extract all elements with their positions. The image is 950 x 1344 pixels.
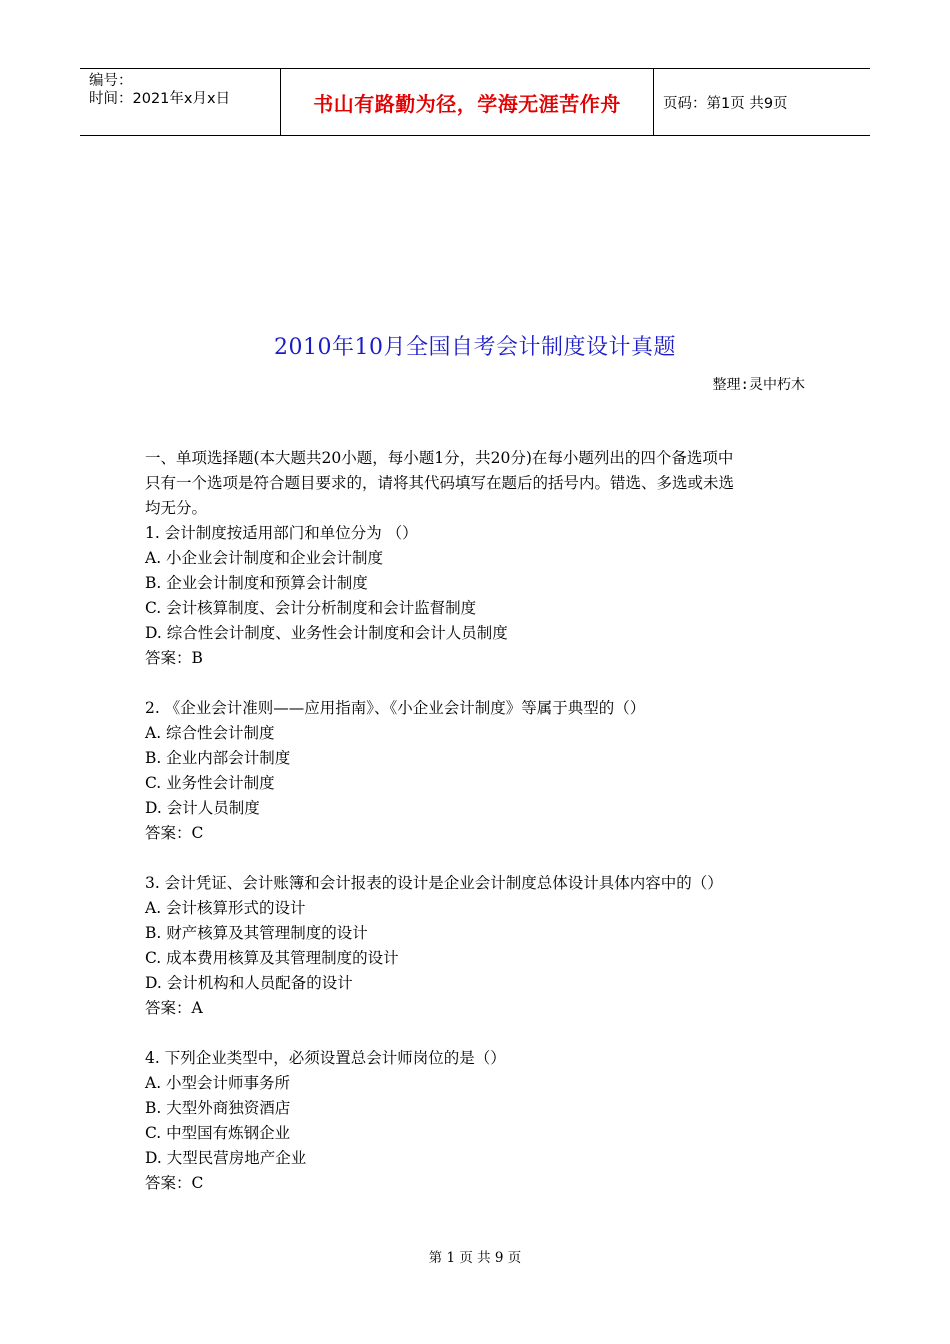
question-option: A. 小型会计师事务所 xyxy=(145,1074,291,1092)
question-answer: 答案：C xyxy=(145,824,204,842)
organizer-credit: 整理:灵中朽木 xyxy=(712,377,805,393)
question-answer: 答案：C xyxy=(145,1174,204,1192)
question-option: D. 会计人员制度 xyxy=(145,799,260,817)
question-option: C. 中型国有炼钢企业 xyxy=(145,1124,291,1142)
question-option: C. 业务性会计制度 xyxy=(145,774,275,792)
question-stem: 3. 会计凭证、会计账簿和会计报表的设计是企业会计制度总体设计具体内容中的（） xyxy=(145,874,723,892)
time-label: 时间：2021年x月x日 xyxy=(89,91,231,107)
header-motto: 书山有路勤为径，学海无涯苦作舟 xyxy=(281,69,654,135)
question-3 xyxy=(145,871,805,1021)
document-title: 2010年10月全国自考会计制度设计真题 xyxy=(274,335,676,360)
number-label: 编号： xyxy=(89,73,133,89)
header-meta-cell xyxy=(80,69,281,135)
question-option: A. 会计核算形式的设计 xyxy=(145,899,306,917)
section-intro-line: 均无分。 xyxy=(145,499,208,517)
header-page-label: 页码：第1页 共9页 xyxy=(663,95,788,112)
question-option: B. 企业会计制度和预算会计制度 xyxy=(145,574,368,592)
question-option: B. 财产核算及其管理制度的设计 xyxy=(145,924,368,942)
question-option: D. 会计机构和人员配备的设计 xyxy=(145,974,353,992)
section-intro-line: 只有一个选项是符合题目要求的，请将其代码填写在题后的括号内。错选、多选或未选 xyxy=(145,474,735,492)
question-2 xyxy=(145,696,805,846)
question-option: B. 大型外商独资酒店 xyxy=(145,1099,291,1117)
question-1 xyxy=(145,521,805,671)
document-body xyxy=(145,446,805,1196)
question-answer: 答案：A xyxy=(145,999,203,1017)
question-stem: 1. 会计制度按适用部门和单位分为 （） xyxy=(145,524,418,542)
section-intro-line: 一、单项选择题(本大题共20小题，每小题1分，共20分)在每小题列出的四个备选项中 xyxy=(145,449,734,467)
question-option: D. 综合性会计制度、业务性会计制度和会计人员制度 xyxy=(145,624,508,642)
question-option: D. 大型民营房地产企业 xyxy=(145,1149,307,1167)
question-answer: 答案：B xyxy=(145,649,203,667)
question-option: B. 企业内部会计制度 xyxy=(145,749,291,767)
question-stem: 4. 下列企业类型中，必须设置总会计师岗位的是（） xyxy=(145,1049,506,1067)
question-option: A. 综合性会计制度 xyxy=(145,724,275,742)
question-option: C. 成本费用核算及其管理制度的设计 xyxy=(145,949,399,967)
question-4 xyxy=(145,1046,805,1196)
question-stem: 2. 《企业会计准则——应用指南》、《小企业会计制度》等属于典型的（） xyxy=(145,699,646,717)
page-footer: 第 1 页 共 9 页 xyxy=(428,1250,522,1266)
question-option: A. 小企业会计制度和企业会计制度 xyxy=(145,549,384,567)
question-option: C. 会计核算制度、会计分析制度和会计监督制度 xyxy=(145,599,477,617)
header-table xyxy=(80,68,870,136)
